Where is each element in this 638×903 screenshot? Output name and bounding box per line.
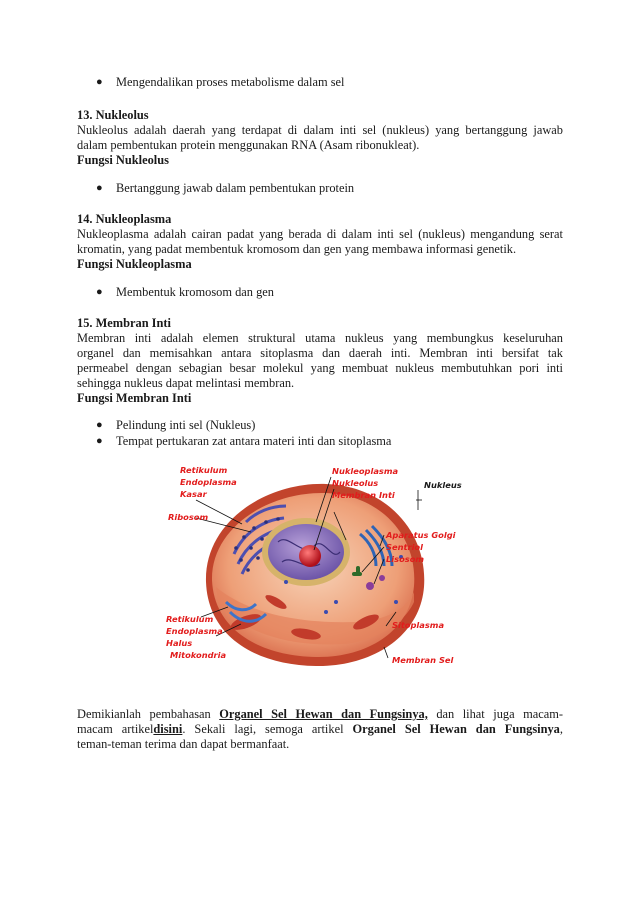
function-heading: Fungsi Nukleoplasma (77, 257, 192, 271)
bullet-icon: ● (96, 419, 103, 431)
bullet-icon: ● (96, 76, 103, 88)
paragraph-line: organel dan memisahkan antara sitoplasma dan daerah inti. Membran inti bersifat tak (77, 346, 563, 360)
label-kasar: Kasar (180, 489, 207, 499)
paragraph-line: Nukleolus adalah daerah yang terdapat di dalam inti sel (nukleus) yang bertanggung jawab (77, 123, 563, 137)
closing-line: teman-teman terima dan dapat bermanfaat. (77, 737, 290, 751)
function-heading: Fungsi Nukleolus (77, 153, 169, 167)
label-nukleoplasma: Nukleoplasma (332, 466, 399, 476)
cell-illustration (156, 462, 478, 676)
nucleus (262, 518, 350, 586)
label-membran-inti: Membran Inti (332, 490, 395, 500)
paragraph-line: dalam pembentukan protein menggunakan RNA (Asam ribonukleat). (77, 138, 420, 152)
closing-line: macam artikeldisini. Sekali lagi, semoga artikel Organel Sel Hewan dan Fungsinya, (77, 722, 563, 736)
article-title: Organel Sel Hewan dan Fungsinya, (219, 707, 428, 721)
label-endoplasma: Endoplasma (180, 477, 237, 487)
label-mitokondria: Mitokondria (170, 650, 227, 660)
paragraph-line: Membran inti adalah elemen struktural utama nukleus yang membungkus keseluruhan (77, 331, 563, 345)
disini-link[interactable]: disini (153, 722, 183, 736)
label-lisosom: Lisosom (386, 554, 425, 564)
bullet-icon: ● (96, 286, 103, 298)
label-membran-sel: Membran Sel (392, 655, 454, 665)
label-nukleolus: Nukleolus (332, 478, 379, 488)
paragraph-line: Nukleoplasma adalah cairan padat yang berada di dalam inti sel (nukleus) mengandung serat (77, 227, 563, 241)
function-heading: Fungsi Membran Inti (77, 391, 192, 405)
section-heading: 14. Nukleoplasma (77, 212, 172, 226)
label-aparatus-golgi: Aparatus Golgi (386, 530, 456, 540)
label-nukleus: Nukleus (424, 480, 462, 490)
label-sitoplasma: Sitoplasma (392, 620, 445, 630)
section-heading: 15. Membran Inti (77, 316, 171, 330)
label-endoplasma-halus: Endoplasma (166, 626, 223, 636)
label-retikulum: Retikulum (180, 465, 228, 475)
bullet-icon: ● (96, 182, 103, 194)
document-page: ● Mengendalikan proses metabolisme dalam sel 13. Nukleolus Nukleolus adalah daerah yang terdapat di dalam inti sel (nukleus) yang bertanggung jawab dalam pembentukan protein menggunakan RNA (Asam ribonukleat). Fungsi Nukleolus ● Bertanggung jawab dalam pembentukan protein 14. Nukleoplasma Nukleoplasma adalah cairan padat yang berada di dalam inti sel (nukleus) mengandung serat kromatin, yang padat membentuk kromosom dan gen yang membawa informasi genetik. Fungsi Nukleoplasma ● Membentuk kromosom dan gen 15. Membran Inti Membran inti adalah elemen struktural utama nukleus yang membungkus keseluruhan organel dan memisahkan antara sitoplasma dan daerah inti. Membran inti bersifat tak permeabel dengan sebagian besar molekul yang membuat nukleus membutuhkan pori inti sehingga nukleus dapat melintasi membran. Fungsi Membran Inti ● Pelindung inti sel (Nukleus) ● Tempat pertukaran zat antara materi inti dan sitoplasma Retikulum Endoplasma Kasar Ribosom Nukleoplasma Nukleolus Membran Inti Nukleus Aparatus Golgi Sentriol Lisosom Retikulum Endoplasma Halus Mitokondria Sitoplasma Membran Sel Demikianlah pembahasan Organel Sel Hewan dan Fungsinya, dan lihat juga macam- macam artikeldisini. Sekali lagi, semoga artikel Organel Sel Hewan dan Fungsinya, teman-teman terima dan dapat bermanfaat. (77, 75, 563, 751)
label-halus: Halus (166, 638, 193, 648)
paragraph-line: permeabel dengan sebagian besar molekul yang membuat nukleus membutuhkan pori inti (77, 361, 563, 375)
label-retikulum-halus: Retikulum (166, 614, 214, 624)
section-heading: 13. Nukleolus (77, 108, 149, 122)
article-title: Organel Sel Hewan dan Fungsinya (352, 722, 560, 736)
closing-line: Demikianlah pembahasan Organel Sel Hewan dan Fungsinya, dan lihat juga macam- (77, 707, 563, 721)
label-ribosom: Ribosom (168, 512, 209, 522)
paragraph-line: kromatin, yang padat membentuk kromosom dan gen yang membawa informasi genetik. (77, 242, 517, 256)
label-sentriol: Sentriol (386, 542, 423, 552)
paragraph-line: sehingga nukleus dapat melintasi membran. (77, 376, 295, 390)
animal-cell-diagram (156, 462, 478, 676)
bullet-icon: ● (96, 435, 103, 447)
